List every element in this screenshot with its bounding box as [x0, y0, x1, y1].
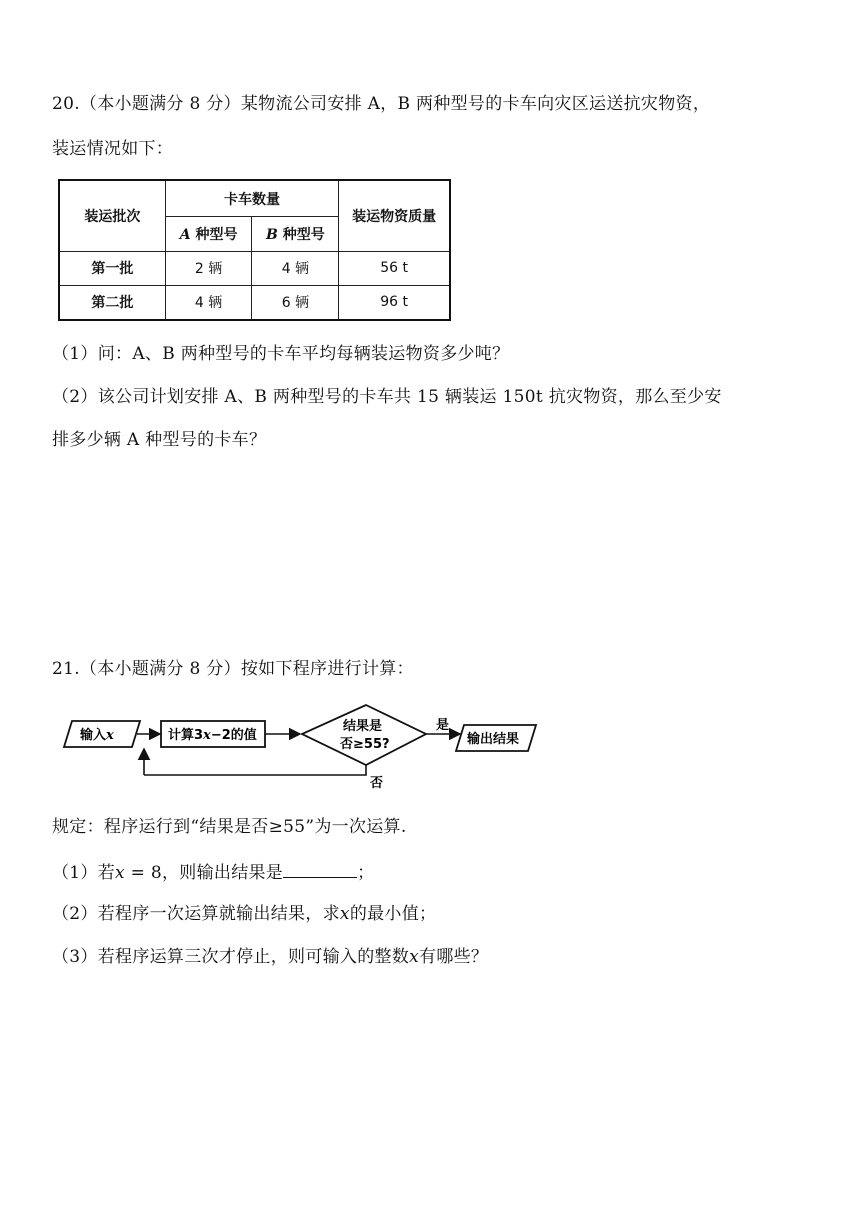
table-header-trucks: 卡车数量 [165, 180, 339, 217]
table-row [59, 251, 450, 285]
calc-label: 计算3x−2的值 [168, 728, 257, 743]
q20-stem-line1: 20.（本小题满分 8 分）某物流公司安排 A，B 两种型号的卡车向灾区运送抗灾物资， [52, 94, 711, 114]
row1-mass: 56 t [339, 251, 450, 285]
table-row [59, 285, 450, 320]
answer-blank [283, 859, 357, 878]
q21-sub2: （2）若程序一次运算就输出结果，求x的最小值； [52, 904, 437, 924]
row2-mass: 96 t [339, 285, 450, 320]
row1-a: 2 辆 [165, 251, 252, 285]
q20-sub1: （1）问：A、B 两种型号的卡车平均每辆装运物资多少吨？ [52, 344, 510, 364]
table-header-type-a [165, 217, 252, 251]
q21-sub3: （3）若程序运算三次才停止，则可输入的整数x有哪些？ [52, 947, 489, 967]
output-label: 输出结果 [467, 732, 520, 747]
row1-b: 4 辆 [252, 251, 339, 285]
q20-stem-line2: 装运情况如下： [52, 139, 174, 159]
q20-sub2-line2: 排多少辆 A 种型号的卡车？ [52, 430, 267, 450]
row1-batch: 第一批 [59, 251, 165, 285]
decision-line2: 否≥55? [340, 737, 390, 752]
table-header-mass: 装运物资质量 [339, 180, 450, 251]
no-label: 否 [370, 776, 384, 791]
row2-batch: 第二批 [59, 285, 165, 320]
type-a-label: 种型号 [190, 226, 238, 243]
table-header-type-b [252, 217, 339, 251]
q21-rule: 规定：程序运行到“结果是否≥55”为一次运算. [52, 817, 407, 837]
q20-table [58, 179, 451, 321]
input-label: 输入x [80, 728, 114, 743]
type-b-label: 种型号 [277, 226, 325, 243]
q21-sub1: （1）若x = 8，则输出结果是 ； [52, 859, 374, 885]
type-a-letter: A [179, 226, 191, 243]
table-header-batch: 装运批次 [59, 180, 165, 251]
row2-a: 4 辆 [165, 285, 252, 320]
decision-line1: 结果是 [343, 719, 383, 734]
decision-diamond [302, 705, 426, 765]
q20-sub2-line1: （2）该公司计划安排 A、B 两种型号的卡车共 15 辆装运 150t 抗灾物资，那么至少安 [52, 387, 722, 407]
row2-b: 6 辆 [252, 285, 339, 320]
type-b-letter: B [266, 226, 278, 243]
yes-label: 是 [436, 718, 450, 733]
q21-stem: 21.（本小题满分 8 分）按如下程序进行计算： [52, 659, 414, 679]
q21-flowchart [60, 703, 550, 795]
